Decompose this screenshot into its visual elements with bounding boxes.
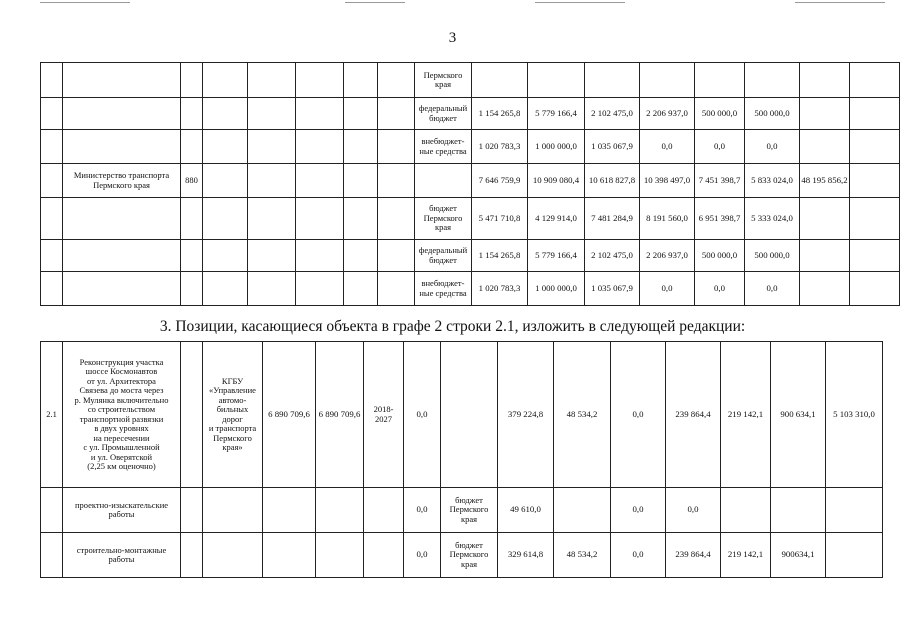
table-cell-value: 0,0 xyxy=(745,130,800,164)
table-cell-code xyxy=(181,63,203,98)
table-cell xyxy=(248,198,296,240)
table-cell-value: 7 451 398,7 xyxy=(695,164,745,198)
table-cell xyxy=(203,488,263,533)
table-cell-value xyxy=(695,63,745,98)
table-cell-value: 0,0 xyxy=(404,488,441,533)
budget-table-continued xyxy=(40,62,900,306)
table-cell-value xyxy=(826,488,883,533)
table-cell-value: 7 481 284,9 xyxy=(585,198,640,240)
table-cell xyxy=(248,130,296,164)
table-cell-source: бюджет Пермского края xyxy=(441,488,498,533)
table-cell-value: 0,0 xyxy=(640,272,695,306)
table-cell xyxy=(248,240,296,272)
table-cell-name xyxy=(63,130,181,164)
table-cell-value: 500 000,0 xyxy=(695,98,745,130)
table-cell-value: 379 224,8 xyxy=(498,342,554,488)
table-cell-value: 0,0 xyxy=(695,130,745,164)
table-cell xyxy=(378,272,415,306)
table-cell-value: 500 000,0 xyxy=(745,98,800,130)
table-cell-value: 0,0 xyxy=(611,533,666,578)
header-rule xyxy=(345,2,405,3)
table-cell xyxy=(364,488,404,533)
table-cell-value: 5 833 024,0 xyxy=(745,164,800,198)
table-cell-value: 0,0 xyxy=(611,488,666,533)
table-cell-value: 219 142,1 xyxy=(721,533,771,578)
table-cell-value: 6 890 709,6 xyxy=(263,342,316,488)
table-cell-value: 1 154 265,8 xyxy=(472,240,528,272)
table-cell-value: 0,0 xyxy=(695,272,745,306)
table-cell xyxy=(181,533,203,578)
table-cell-value: 8 191 560,0 xyxy=(640,198,695,240)
table-row xyxy=(41,164,900,198)
table-cell-value: 0,0 xyxy=(611,342,666,488)
table-cell-value: 5 779 166,4 xyxy=(528,240,585,272)
table-cell xyxy=(296,240,344,272)
table-cell xyxy=(181,342,203,488)
table-cell xyxy=(850,98,900,130)
table-cell xyxy=(378,98,415,130)
table-cell-value: 0,0 xyxy=(404,533,441,578)
table-cell xyxy=(41,488,63,533)
table-cell-value: 1 035 067,9 xyxy=(585,272,640,306)
table-cell xyxy=(203,98,248,130)
table-cell-value: 900 634,1 xyxy=(771,342,826,488)
table-cell-code xyxy=(181,240,203,272)
table-cell-value: 2 102 475,0 xyxy=(585,98,640,130)
table-cell xyxy=(41,98,63,130)
table-cell xyxy=(316,533,364,578)
table-cell xyxy=(850,272,900,306)
table-cell xyxy=(850,164,900,198)
table-cell xyxy=(203,240,248,272)
table-cell-source: Пермского края xyxy=(415,63,472,98)
table-cell xyxy=(316,488,364,533)
table-cell-value: 2 206 937,0 xyxy=(640,240,695,272)
table-cell-value xyxy=(771,488,826,533)
table-cell xyxy=(850,63,900,98)
work-type: строительно-монтажные работы xyxy=(63,533,181,578)
table-cell-source xyxy=(415,164,472,198)
table-cell-value: 329 614,8 xyxy=(498,533,554,578)
table-row xyxy=(41,130,900,164)
table-cell-value: 239 864,4 xyxy=(666,533,721,578)
table-cell-code xyxy=(181,130,203,164)
table-cell xyxy=(850,198,900,240)
table-cell xyxy=(248,272,296,306)
table-cell xyxy=(41,533,63,578)
table-cell-value: 1 035 067,9 xyxy=(585,130,640,164)
table-cell xyxy=(203,272,248,306)
table-cell-value xyxy=(800,240,850,272)
table-cell-value: 0,0 xyxy=(640,130,695,164)
table-cell xyxy=(248,164,296,198)
table-cell-value: 2 206 937,0 xyxy=(640,98,695,130)
table-cell xyxy=(203,130,248,164)
table-cell-name xyxy=(63,198,181,240)
table-cell-value: 10 398 497,0 xyxy=(640,164,695,198)
table-cell-value: 1 154 265,8 xyxy=(472,98,528,130)
table-row xyxy=(41,240,900,272)
table-cell-value xyxy=(745,63,800,98)
table-cell-value xyxy=(800,98,850,130)
table-cell-value xyxy=(800,63,850,98)
table-cell xyxy=(850,240,900,272)
table-cell xyxy=(41,272,63,306)
table-cell-value xyxy=(528,63,585,98)
table-row xyxy=(41,98,900,130)
table-cell xyxy=(344,98,378,130)
table-cell-source: бюджет Пермского края xyxy=(441,533,498,578)
table-cell-name xyxy=(63,98,181,130)
table-cell-value: 5 471 710,8 xyxy=(472,198,528,240)
table-cell xyxy=(296,272,344,306)
table-cell xyxy=(203,198,248,240)
table-row xyxy=(41,488,883,533)
table-cell xyxy=(378,240,415,272)
table-cell-name xyxy=(63,63,181,98)
table-cell-value: 0,0 xyxy=(404,342,441,488)
work-type: проектно-изыскательские работы xyxy=(63,488,181,533)
table-cell xyxy=(296,130,344,164)
table-cell-value: 0,0 xyxy=(745,272,800,306)
table-cell-source: федеральный бюджет xyxy=(415,98,472,130)
table-cell xyxy=(344,272,378,306)
table-cell xyxy=(364,533,404,578)
table-cell-code: 880 xyxy=(181,164,203,198)
page-number: 3 xyxy=(448,30,457,46)
table-row xyxy=(41,342,883,488)
table-cell-source: внебюджет- ные средства xyxy=(415,130,472,164)
table-cell-value: 48 534,2 xyxy=(554,342,611,488)
table-cell xyxy=(203,533,263,578)
table-cell-value: 5 333 024,0 xyxy=(745,198,800,240)
table-cell-code xyxy=(181,198,203,240)
table-cell-value: 7 646 759,9 xyxy=(472,164,528,198)
table-cell-value xyxy=(640,63,695,98)
table-cell-value: 0,0 xyxy=(666,488,721,533)
table-cell-value: 900634,1 xyxy=(771,533,826,578)
table-cell xyxy=(263,533,316,578)
header-rule xyxy=(795,2,885,3)
customer-name: КГБУ «Управление автомо- бильных дорог и транспорта Пермского края» xyxy=(203,342,263,488)
table-cell-source: федеральный бюджет xyxy=(415,240,472,272)
table-cell xyxy=(41,164,63,198)
section-heading: 3. Позиции, касающиеся объекта в графе 2 строки 2.1, изложить в следующей редакции: xyxy=(159,318,746,335)
table-cell-value: 239 864,4 xyxy=(666,342,721,488)
table-cell-value: 48 195 856,2 xyxy=(800,164,850,198)
table-cell-value: 1 020 783,3 xyxy=(472,130,528,164)
table-cell xyxy=(181,488,203,533)
table-cell-value xyxy=(472,63,528,98)
table-cell xyxy=(344,198,378,240)
table-cell-value: 4 129 914,0 xyxy=(528,198,585,240)
table-cell-value: 500 000,0 xyxy=(695,240,745,272)
table-cell xyxy=(296,98,344,130)
table-cell-code xyxy=(181,272,203,306)
table-cell-value xyxy=(585,63,640,98)
object-position-table xyxy=(40,341,883,578)
table-cell-value xyxy=(800,130,850,164)
table-cell-value: 10 618 827,8 xyxy=(585,164,640,198)
table-cell-code xyxy=(181,98,203,130)
table-row xyxy=(41,272,900,306)
table-cell xyxy=(344,130,378,164)
table-cell xyxy=(41,198,63,240)
table-cell xyxy=(41,240,63,272)
table-cell-value: 10 909 080,4 xyxy=(528,164,585,198)
table-cell-value xyxy=(800,198,850,240)
table-cell-value: 219 142,1 xyxy=(721,342,771,488)
table-cell-value: 6 890 709,6 xyxy=(316,342,364,488)
table-cell-value: 1 020 783,3 xyxy=(472,272,528,306)
table-cell xyxy=(203,164,248,198)
table-cell-value: 5 103 310,0 xyxy=(826,342,883,488)
table-cell-value: 500 000,0 xyxy=(745,240,800,272)
table-cell xyxy=(248,98,296,130)
object-name: Реконструкция участка шоссе Космонавтов от ул. Архитектора Связева до моста через р. Мулянка включительно со строительством транспортной развязки в двух уровнях на пересечении с ул. Промышленной и ул. Оверятской (2,25 км оценочно) xyxy=(63,342,181,488)
period: 2018- 2027 xyxy=(364,342,404,488)
table-cell xyxy=(378,130,415,164)
table-cell-value: 6 951 398,7 xyxy=(695,198,745,240)
table-cell-source xyxy=(441,342,498,488)
table-cell-value: 5 779 166,4 xyxy=(528,98,585,130)
table-cell-value: 49 610,0 xyxy=(498,488,554,533)
row-number: 2.1 xyxy=(41,342,63,488)
table-cell-value: 1 000 000,0 xyxy=(528,272,585,306)
table-cell xyxy=(344,164,378,198)
table-cell xyxy=(203,63,248,98)
table-cell-value: 2 102 475,0 xyxy=(585,240,640,272)
table-cell xyxy=(41,63,63,98)
table-cell-name: Министерство транспорта Пермского края xyxy=(63,164,181,198)
table-cell xyxy=(378,198,415,240)
table-row xyxy=(41,63,900,98)
table-cell xyxy=(344,63,378,98)
table-cell xyxy=(296,164,344,198)
table-cell-value: 48 534,2 xyxy=(554,533,611,578)
table-cell xyxy=(248,63,296,98)
table-cell xyxy=(41,130,63,164)
table-cell-source: бюджет Пермского края xyxy=(415,198,472,240)
table-cell xyxy=(344,240,378,272)
header-rule xyxy=(535,2,625,3)
table-cell xyxy=(378,63,415,98)
header-rule xyxy=(40,2,130,3)
table-cell-value xyxy=(554,488,611,533)
table-cell-name xyxy=(63,272,181,306)
table-cell-value: 1 000 000,0 xyxy=(528,130,585,164)
table-cell-name xyxy=(63,240,181,272)
table-cell-value xyxy=(721,488,771,533)
table-row xyxy=(41,198,900,240)
table-cell-value xyxy=(800,272,850,306)
table-row xyxy=(41,533,883,578)
table-cell xyxy=(296,63,344,98)
table-cell xyxy=(378,164,415,198)
table-cell xyxy=(850,130,900,164)
table-cell xyxy=(296,198,344,240)
table-cell-source: внебюджет- ные средства xyxy=(415,272,472,306)
table-cell-value xyxy=(826,533,883,578)
table-cell xyxy=(263,488,316,533)
